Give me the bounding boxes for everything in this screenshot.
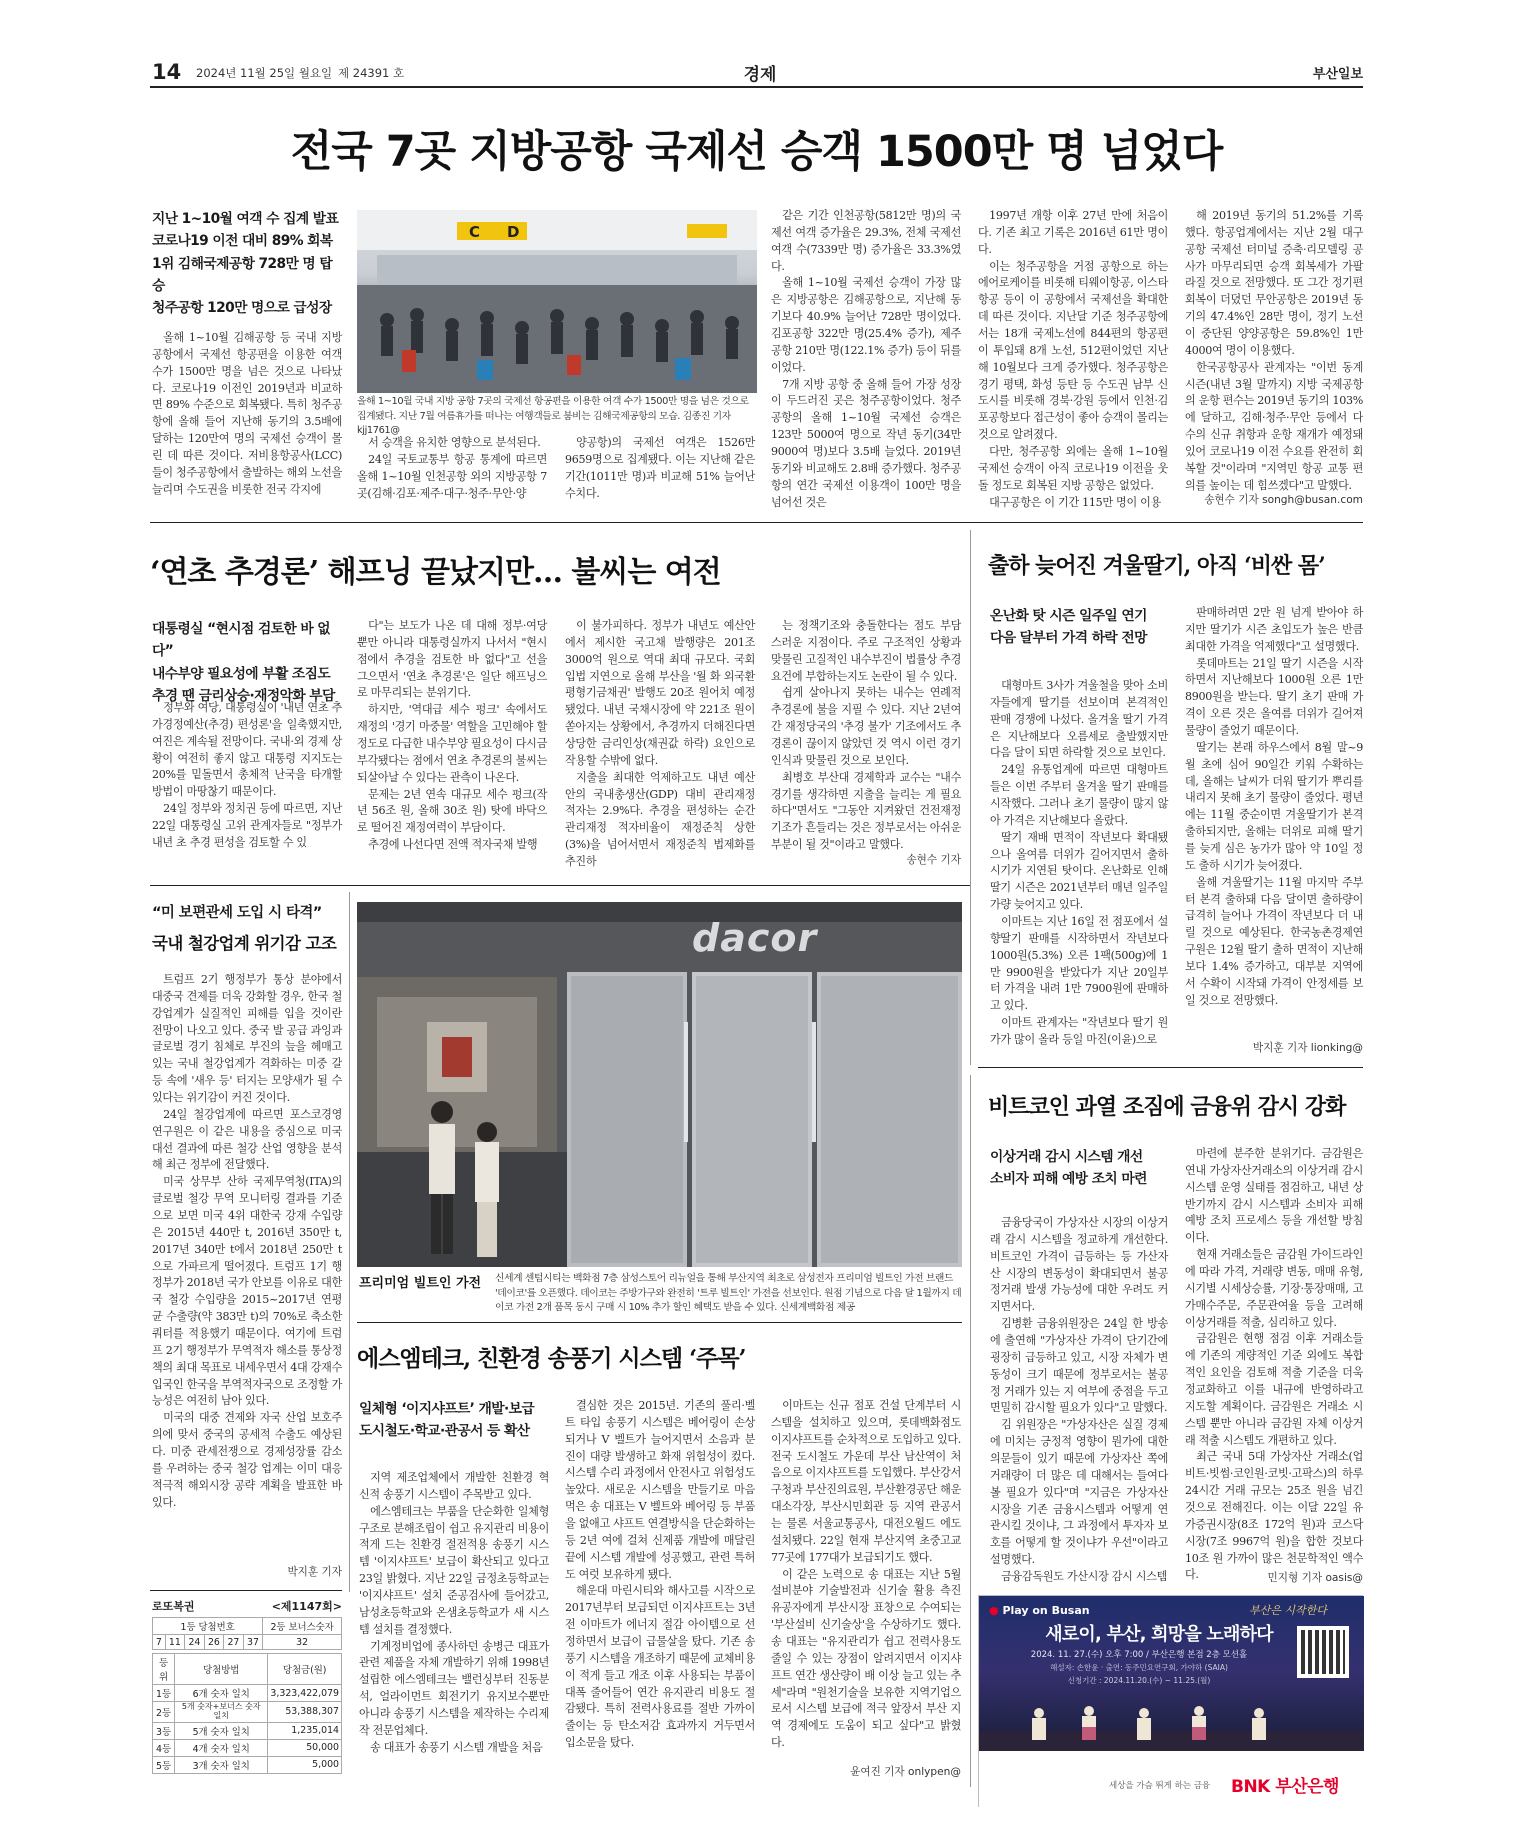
paragraph: 문제는 2년 연속 대규모 세수 펑크(작년 56조 원, 올해 30조 원) 탓에 바닥으로 떨어진 재정여력이 부담이다. — [357, 787, 547, 835]
paragraph: 대형마트 3사가 겨울철을 맞아 소비자들에게 딸기를 선보이며 본격적인 판매 경쟁에 나섰다. 올겨울 딸기 가격은 지난해보다 오름세로 출발했지만 다음 달이 되면 하락할 것으로 보인다. — [990, 679, 1168, 760]
paragraph: 최병호 부산대 경제학과 교수는 "내수경기를 생각하면 지출을 늘리는 게 필요하다"면서도 "그동안 지켜왔던 건전재정 기조가 흔들리는 것은 정부로서는 아쉬운 부분이 될 것"이라고 말했다. — [771, 770, 961, 852]
lotto-bonus: 32 — [263, 1635, 342, 1650]
newspaper-name: 부산일보 — [1312, 67, 1363, 82]
paragraph: 24일 국토교통부 항공 통계에 따르면 올해 1~10월 인천공항 외의 지방공항 7곳(김해·김포·제주·대구·청주·무안·양 — [357, 452, 547, 500]
paragraph: 해 2019년 동기의 51.2%를 기록했다. 항공업계에서는 지난 2월 대구공항 국제선 터미널 증축·리모델링 공사가 마무리되면 승객 회복세가 가팔라질 것으로 전망했다. 또 그간 정기편 회복이 더뎠던 무안공항은 2019년 동기의 47.4%인 28만 명이, 정기 노선이 중단된 양양공항은 59.8%인 1만 4000여 명이 이용했다. — [1185, 209, 1363, 357]
article-budget-col2 — [357, 618, 547, 868]
ad-title: 새로이, 부산, 희망을 노래하다 — [1045, 1624, 1273, 1645]
paragraph: 김병환 금융위원장은 24일 한 방송에 출연해 "가상자산 가격이 단기간에 굉장히 급등하고 있고, 시장 자체가 변동성이 크기 때문에 정부로서는 불공정 거래가 있는 지 여부에 중점을 두고 면밀히 감시할 필요가 있다"고 말했다. — [990, 1317, 1168, 1415]
lotto-numbers-table: 1등 당첨번호 2등 보너스숫자 7 11 24 26 27 37 32 — [152, 1617, 342, 1650]
subhead: 지난 1~10월 여객 수 집계 발표 — [152, 211, 339, 227]
section-rule — [150, 522, 1363, 523]
article-smtech-col3 — [771, 1398, 961, 1763]
paragraph: 지역 제조업체에서 개발한 친환경 혁신적 송풍기 시스템이 주목받고 있다. — [359, 1471, 549, 1501]
byline-strawberry: 박지훈 기자 lionking@ — [1252, 1042, 1363, 1054]
airport-photo-caption: 올해 1~10월 국내 지방 공항 7곳의 국제선 항공편을 이용한 여객 수가 1500만 명을 넘은 것으로 집계됐다. 지난 7월 여름휴가를 떠나는 여행객들로 붐비는 김해국제공항의 모습. 김종진 기자 kjj1761@ — [357, 396, 749, 437]
byline-bitcoin: 민지형 기자 oasis@ — [1267, 1572, 1363, 1584]
paragraph: 이마트는 지난 16일 전 점포에서 설향딸기 판매를 시작하면서 작년보다 1000원(5.3%) 오른 1팩(500g)에 1만 9900원을 받았다가 지난 20일부터 가격을 내려 1만 7900원에 판매하고 있다. — [990, 915, 1168, 1013]
paragraph: 미국 상무부 산하 국제무역청(ITA)의 글로벌 철강 무역 모니터링 결과를 기준으로 보면 미국 4위 대한국 강재 수입량은 2015년 440만 t, 2016년 350만 t, 2017년 340만 t에서 2018년 250만 t 으로 가파르게 떨어졌다. 트럼프 1기 행정부가 2018년 국가 안보를 이유로 대한국 철강 수입량을 2015~2017년 연평균 수출량(약 383만 t)의 70%로 축소한 쿼터를 적용했기 때문이다. 여기에 트럼프 2기 행정부가 무역적자 해소를 통상정책의 최대 목표로 내세우면서 4대 강재수입국인 한국을 부역적자국으로 조정할 가능성은 여전히 남아 있다. — [152, 1175, 342, 1408]
paragraph: 김 위원장은 "가상자산은 실질 경제에 미치는 긍정적 영향이 뭔가에 대한 의문들이 있기 때문에 가상자산 쪽에 거래량이 더 많은 데 대해서는 들여다볼 필요가 있다"며 "지금은 가상자산시장을 기존 금융시스템과 어떻게 연관시킬 것이냐, 그 과정에서 투자자 보호를 어떻게 할 것이냐가 우선"이라고 설명했다. — [990, 1418, 1168, 1567]
paragraph: 해운대 마린시티와 해사고를 시작으로 2017년부터 보급되던 이지샤프트는 3년 전 이마트가 에너지 절감 아이템으로 선정하면서 보급이 급물살을 탔다. 기존 송풍기 시스템을 개조하기 때문에 교체비용이 적게 들고 개조 이후 사용되는 부품이 대폭 줄어들어 연간 유지관리 비용도 절감됐다. 특히 전력사용료를 절반 가까이 줄이는 등 탄소저감 효과까지 거두면서 입소문을 탔다. — [565, 1584, 755, 1750]
paragraph: 금융당국이 가상자산 시장의 이상거래 감시 시스템을 정교하게 개선한다. 비트코인 가격이 급등하는 등 가산자산 시장의 변동성이 확대되면서 불공정거래 발생 가능성에 대한 우려도 커지면서다. — [990, 1216, 1168, 1314]
article-airports-col1: 올해 1~10월 김해공항 등 국내 지방공항에서 국제선 항공편을 이용한 여객 수가 1500만 명을 넘은 것으로 나타났다. 코로나19 이전인 2019년과 비교하면 89% 수준으로 회복됐다. 특히 청주공항에 올해 들어 지난해 동기의 3.5배에 달하는 120만여 명의 국제선 승객이 몰린 데 따른 것이다. 저비용항공사(LCC)들이 청주공항에서 출발하는 해외 노선을 늘리며 수도권을 비롯한 전국 각지에 — [152, 331, 342, 496]
paragraph: 금감원은 현행 점검 이후 거래소들에 기존의 계량적인 기준 외에도 복합적인 요인을 검토해 적출 기준을 더욱 정교화하고 이를 내규에 반영하라고 지도할 계획이다. 금감원은 거래소 시스템 뿐만 아니라 금감원 자체 이상거래 적출 시스템도 개편하고 있다. — [1185, 1332, 1363, 1447]
article-steel-body — [152, 972, 342, 1562]
paragraph: 판매하려면 2만 원 넘게 받아야 하지만 딸기가 시즌 초입도가 높은 반큼 최대한 가격을 억제했다"고 설명했다. — [1185, 606, 1363, 653]
table-row: 5등 3개 숫자 일치 5,000 — [153, 1756, 342, 1773]
column-divider — [349, 892, 350, 1592]
lotto-box — [152, 1598, 342, 1774]
article-airports-col3: 양공항)의 국제선 여객은 1526만 9659명으로 집계됐다. 이는 지난해 같은 기간(1011만 명)과 비교해 51% 늘어난 수치다. — [565, 436, 755, 500]
subhead: 청주공항 120만 명으로 급성장 — [152, 300, 332, 317]
table-row: 3등 5개 숫자 일치 1,235,014 — [153, 1722, 342, 1739]
paragraph: 올해 1~10월 국제선 승객이 가장 많은 지방공항은 김해공항으로, 지난해 동기보다 40.9% 늘어난 728만 명이었다. 김포공항 322만 명(25.4% 증가), 제주공항 210만 명(122.1% 증가) 등이 뒤를 이었다. — [771, 276, 961, 374]
paragraph: 7개 지방 공항 중 올해 들어 가장 성장이 두드러진 곳은 청주공항이었다. 청주공항의 올해 1~10월 국제선 승객은 123만 5000여 명으로 작년 동기(34만 9000여 명)보다 3.5배 늘었다. 2019년 동기와 비교해도 2.8배 증가했다. 청주공항의 연간 국제선 이용객이 100만 명을 넘어선 것은 — [771, 377, 961, 509]
section-rule — [150, 885, 970, 886]
dacor-showroom-illustration — [357, 902, 962, 1267]
subheads-budget: 대통령실 “현시점 검토한 바 없다” 내수부양 필요성에 부활 조짐도 추경 땐 금리상승·재정악화 부담 — [152, 621, 335, 705]
issue-date: 2024년 11월 25일 월요일 — [196, 66, 333, 80]
headline-airports: 전국 7곳 지방공항 국제선 승객 1500만 명 넘었다 — [290, 127, 1223, 177]
lotto-number: 37 — [243, 1635, 263, 1650]
paragraph: 송 대표가 송풍기 시스템 개발을 처음 — [370, 1740, 543, 1754]
section-name: 경제 — [743, 65, 777, 85]
paragraph: 올해 겨울딸기는 11월 마지막 주부터 본격 출하돼 다음 달이면 출하량이 급격히 늘어나 가격이 작년보다 더 내릴 것으로 예상된다. 한국농촌경제연구원은 12월 딸기 출하 면적이 지난해보다 1.4% 증가하고, 대부분 지역에서 수확이 시작돼 가격이 안정세를 보일 것으로 전망했다. — [1185, 875, 1363, 1007]
paragraph: 한국공항공사 관계자는 "이번 동계 시즌(내년 3월 말까지) 지방 국제공항의 운항 편수는 2019년 동기의 103%에 달하고, 김해·청주·무안 등에서 다수의 신규 취항과 운항 재개가 예정돼 있어 코로나19 이전 수요를 완전히 회복할 것"이라며 "지역민 항공 교통 편의를 높이는 데 힘쓰겠다"고 말했다. — [1185, 360, 1363, 492]
subhead: 코로나19 이전 대비 89% 회복 — [152, 233, 333, 250]
table-row: 2등 5개 숫자+보너스 숫자 일치 53,388,307 — [153, 1702, 342, 1723]
lotto-number: 24 — [185, 1635, 205, 1650]
subhead: 1위 김해국제공항 728만 명 탑승 — [152, 255, 333, 295]
paragraph: 1997년 개항 이후 27년 만에 처음이다. 기존 최고 기록은 2016년 61만 명이다. — [978, 209, 1168, 256]
person-woman — [475, 1122, 499, 1257]
paragraph: 최근 국내 5대 가상자산 거래소(업비트·빗썸·코인원·코빗·고팍스)의 하루 24시간 거래 규모는 25조 원을 넘긴 것으로 전해진다. 이는 이달 22일 유가증권시장(8조 172억 원)과 코스닥시장(7조 9967억 원)을 합한 것보다 10조 원 가까이 많은 천문학적인 액수다. — [1185, 1450, 1363, 1582]
qr-code-icon[interactable] — [1297, 1626, 1349, 1678]
ad-performers-illustration — [979, 1691, 1364, 1751]
paragraph: 이 같은 노력으로 송 대표는 지난 5월 설비분야 기술발전과 신기술 활용 측진 유공자에게 부산시장 표창으로 수여되는 '부산설비 신기술상'을 수상하기도 했다. 송 대표는 "유지관리가 쉽고 전력사용도 줄일 수 있는 장점이 알려지면서 이지샤프트 연간 생산량이 배 이상 늘고 있는 추세"라며 "원천기술을 보유한 지역기업으로서 시스템 보급에 적극 앞장서 부산 지역 경제에도 도움이 되고 싶다"고 밝혔다. — [771, 1567, 961, 1750]
article-smtech-col1 — [359, 1470, 549, 1780]
paragraph: 금융감독원도 가산시장 감시 시스템 — [1001, 1570, 1168, 1584]
paragraph: 기계정비업에 종사하던 송병근 대표가 관련 제품을 자체 개발하기 위해 1998년 설립한 에스엠테크는 밸런싱부터 진동분석, 얼라이먼트 회전기기 유지보수뿐만 아니라 송풍기 시스템을 제작하는 수리제작 전문업체다. — [359, 1639, 549, 1737]
table-row: 4등 4개 숫자 일치 50,000 — [153, 1739, 342, 1756]
lotto-title: 로또복권 — [152, 1600, 195, 1613]
ad-logo: ● Play on Busan — [989, 1604, 1090, 1617]
subheads-smtech: 일체형 ‘이지샤프트’ 개발·보급 도시철도·학교·관공서 등 확산 — [359, 1401, 535, 1440]
paragraph: 결심한 것은 2015년. 기존의 풀리·벨트 타입 송풍기 시스템은 베어링이 손상되거나 V 벨트가 늘어지면서 소음과 분진이 대량 발생하고 화재 위험성이 컸다. 시스템 수리 과정에서 안전사고 위험성도 높았다. 새로운 시스템을 만들기로 마음먹은 송 대표는 V 벨트와 베어링 등 부품을 없애고 샤프트 연결방식을 단순화하는 등 2년 여에 걸쳐 신제품 개발에 매달린 끝에 시스템 개발에 성공했고, 관련 특허도 여럿 보유하게 됐다. — [565, 1399, 755, 1581]
ad-performers: 해설자: 손한윤 · 출연: 동주민요연구회, 가야하 (SAIA) — [1050, 1663, 1228, 1672]
paragraph: 24일 철강업계에 따르면 포스코경영연구원은 이 같은 내용을 중심으로 미국 대선 결과에 따른 철강 산업 영향을 분석해 최근 정부에 전달했다. — [152, 1107, 342, 1172]
paragraph: 정부와 여당, 대통령실이 '내년 연초 추가경정예산(추경) 편성론'을 일축했지만, 여진은 계속될 전망이다. 국내·외 경제 상황이 여전히 좋지 않고 대통령 지지도는 20%를 밑돌면서 총체적 난국을 타개할 방법이 마땅찮기 때문이다. — [152, 701, 342, 799]
section-rule — [978, 1067, 1363, 1068]
article-budget-col4 — [771, 618, 961, 852]
dacor-brand-text: dacor — [692, 916, 818, 960]
page-number: 14 — [152, 60, 182, 84]
paragraph: 이 불가피하다. 정부가 내년도 예산안에서 제시한 국고채 발행량은 201조 3000억 원으로 역대 최대 규모다. 국회 입법 지연으로 올해 부산을 '월 화 외국환평형기금채권' 발행도 20조 원어치 예정됐었다. 내년 국채시장에 약 221조 원이 쏟아지는 상황에서, 추경까지 더해진다면 상당한 금리인상(채권값 하락) 요인으로 작용할 수밖에 없다. — [565, 619, 755, 767]
photo-credit: 신세계백화점 제공 — [779, 1302, 855, 1314]
column-divider — [970, 530, 971, 1065]
ad-apply-period: 신청기간 : 2024.11.20.(수) ~ 11.25.(월) — [1067, 1676, 1211, 1685]
paragraph: 쉽게 살아나지 못하는 내수는 연례적 추경론에 불을 지필 수 있다. 지난 2년여간 재정당국의 '추경 불가' 기조에서도 추경론이 끊이지 않았던 것 역시 이런 경기인식과 맞물린 것으로 보인다. — [771, 686, 961, 767]
paragraph: 이마트 관계자는 "작년보다 딸기 원가가 많이 올라 등일 마진(이윤)으로 — [990, 1016, 1168, 1047]
byline-airports: 송현수 기자 songh@busan.com — [1204, 494, 1363, 506]
svg-text:C: C — [469, 223, 481, 241]
byline-steel: 박지훈 기자 — [287, 1566, 342, 1578]
paragraph: 이마트는 신규 점포 건설 단계부터 시스템을 설치하고 있으며, 롯데백화점도 이지샤프트를 순차적으로 도입하고 있다. 전국 도시철도 가운데 부산 남산역이 처음으로 이지샤프트를 도입했다. 부산강서구청과 부산진의료원, 부산환경공단 해운대소각장, 부산시민회관 등 지역 관공서는 물론 서울교통공사, 대전오월드 에도 설치됐다. 22일 현재 부산지역 초중고교 77곳에 177대가 보급되기도 했다. — [771, 1399, 961, 1564]
paragraph: 서 승객을 유치한 영향으로 분석된다. — [368, 436, 541, 449]
article-budget-col1 — [152, 700, 342, 867]
paragraph: 하지만, '역대급 세수 펑크' 속에서도 재정의 '경기 마중물' 역할을 고민해야 할 정도로 다급한 내수부양 필요성이 다시금 부각됐다는 점에서 연초 추경론의 불씨는 되살아날 수 있다는 관측이 나온다. — [357, 703, 547, 784]
paragraph: 24일 정부와 정치권 등에 따르면, 지난 22일 대통령실 고위 관계자들로 "정부가 내년 초 추경 편성을 검토할 수 있 — [152, 802, 342, 849]
paragraph: 다"는 보도가 나온 데 대해 정부·여당 뿐만 아니라 대통령실까지 나서서 "현시점에서 추경을 검토한 바 없다"고 선을 그으면서 '연초 추경론'은 일단 해프닝으로 마무리되는 분위기다. — [357, 619, 547, 700]
lotto-prize-table: 등위 당첨방법 당첨금(원) 1등 6개 숫자 일치 3,323,422,079 2등 5개 숫자+보너스 숫자 일치 53,388,307 3등 5개 숫자 일치 1,235,014 4등 4개 숫자 일치 50,000 5등 3개 숫자 일치 5,000 — [152, 1653, 342, 1774]
issue-number: 제 24391 호 — [338, 66, 405, 80]
paragraph: 다만, 청주공항 외에는 올해 1~10월 국제선 승객이 아직 코로나19 이전을 웃돌 정도로 회복된 지방 공항은 없었다. — [978, 445, 1168, 492]
headline-supplementary-budget: ‘연초 추경론’ 해프닝 끝났지만… 불씨는 여전 — [150, 555, 721, 590]
airport-photo-illustration — [357, 210, 757, 393]
lotto-number: 26 — [204, 1635, 224, 1650]
lotto-number: 27 — [224, 1635, 244, 1650]
paragraph: 딸기는 본래 하우스에서 8월 말~9월 초에 심어 90일간 키워 수확하는데, 올해는 날씨가 더워 딸기가 뿌리를 내리지 못해 초기 물량이 줄었다. 평년에는 11월 중순이면 겨울딸기가 본격 출하되지만, 올해는 더위로 피해 딸기를 늦게 심은 농가가 많아 약 10일 정도 출하 시기가 늦어졌다. — [1185, 740, 1363, 872]
article-airports-col6 — [1185, 208, 1363, 490]
paragraph: 트럼프 2기 행정부가 통상 분야에서 대중국 견제를 더욱 강화할 경우, 한국 철강업계가 실질적인 피해를 입을 것이란 전망이 나오고 있다. 중국 발 공급 과잉과 글로벌 경기 침체로 부진의 늪을 헤매고 있는 국내 철강업계가 격화하는 미중 갈등 속에 '새우 등' 터지는 모양새가 될 수 있다는 위기감이 커진 것이다. — [152, 973, 342, 1105]
paragraph: 딸기 재배 면적이 작년보다 확대됐으나 올여름 더위가 길어지면서 출하 시기가 지연된 탓이다. 온난화로 인해 딸기 시즌은 2021년부터 매년 일주일 가량 늦어지고 있다. — [990, 830, 1168, 912]
headline-strawberry: 출하 늦어진 겨울딸기, 아직 ‘비싼 몸’ — [988, 553, 1325, 579]
lotto-round: <제1147회> — [271, 1600, 342, 1613]
lotto-number: 11 — [165, 1635, 185, 1650]
kicker-steel: “미 보편관세 도입 시 타격” — [152, 905, 322, 921]
paragraph: 지출을 최대한 억제하고도 내년 예산안의 국내총생산(GDP) 대비 관리재정 적자는 2.9%다. 추경을 편성하는 순간 관리재정 적자비율이 재정준칙 상한(3%)을 넘어서면서 재정준칙 법제화를 추진하 — [565, 770, 755, 869]
bnk-advertisement[interactable] — [978, 1595, 1363, 1807]
bnk-logo: BNK 부산은행 — [1231, 1777, 1339, 1797]
article-budget-col3 — [565, 618, 755, 868]
article-bitcoin-col1 — [990, 1215, 1168, 1585]
article-strawberry-col2 — [1185, 605, 1363, 1037]
lotto-number: 7 — [153, 1635, 166, 1650]
subheads-airports — [152, 208, 342, 320]
article-strawberry-col1 — [990, 678, 1168, 1060]
svg-text:D: D — [507, 223, 520, 241]
ad-slogan: 부산은 시작한다 — [1249, 1604, 1327, 1617]
photo-credit: 김종진 기자 kjj1761@ — [357, 410, 731, 437]
ad-footer-slogan: 세상을 가슴 뛰게 하는 금융 — [1109, 1781, 1211, 1791]
paragraph: 는 정책기조와 충돌한다는 점도 부담스러운 지점이다. 주로 구조적인 상황과 맞물린 고질적인 내수부진이 법률상 추경 요건에 부합하는지도 논란이 될 수 있다. — [771, 619, 961, 683]
photo-label: 프리미엄 빌트인 가전 — [359, 1276, 482, 1291]
section-rule — [150, 1590, 342, 1591]
paragraph: 미국의 대중 견제와 자국 산업 보호주의에 맞서 중국의 공세적 수출도 예상된다. 미중 관세전쟁으로 경제성장률 감소를 우려하는 중국 철강 업계는 이미 대응 적극적 해외시장 공략 계획을 발표한 바 있다. — [152, 1411, 342, 1509]
column-divider — [970, 1075, 971, 1787]
ad-event-info: 2024. 11. 27.(수) 오후 7:00 / 부산은행 본점 2층 모션홀 — [1030, 1650, 1248, 1660]
section-rule — [357, 1322, 962, 1323]
paragraph: 추경에 나선다면 전액 적자국채 발행 — [368, 838, 538, 852]
article-smtech-col2 — [565, 1398, 755, 1780]
paragraph: 같은 기간 인천공항(5812만 명)의 국제선 여객 증가율은 29.3%, 전체 국제선 여객 수(7339만 명) 증가율은 33.3%였다. — [771, 209, 961, 273]
paragraph: 현재 거래소들은 금감원 가이드라인에 따라 가격, 거래량 변동, 매매 유형, 시기별 시세상승률, 기장·통장매매, 고가매수주문, 주문관여율 등을 고려해 이상거래를 적출, 심리하고 있다. — [1185, 1248, 1363, 1329]
subheads-strawberry: 온난화 탓 시즌 일주일 연기 다음 달부터 가격 하락 전망 — [990, 608, 1147, 647]
headline-smtech: 에스엠테크, 친환경 송풍기 시스템 ‘주목’ — [357, 1345, 746, 1372]
dacor-photo — [357, 902, 962, 1267]
byline-budget: 송현수 기자 — [906, 854, 961, 866]
headline-steel: 국내 철강업계 위기감 고조 — [152, 934, 337, 953]
paragraph: 롯데마트는 21일 딸기 시즌을 시작하면서 지난해보다 1000원 오른 1만 8900원을 받는다. 딸기 초기 판매 가격이 오른 것은 올여름 더위가 길어져 물량이 줄었기 때문이다. — [1185, 656, 1363, 738]
masthead-rule — [150, 86, 1363, 88]
table-row: 1등 6개 숫자 일치 3,323,422,079 — [153, 1685, 342, 1702]
paragraph: 마련에 분주한 분위기다. 금감원은 연내 가상자산거래소의 이상거래 감시 시스템 운영 실태를 점검하고, 내년 상반기까지 감시 시스템과 소비자 피해 예방 조치 프로세스 등을 개선할 방침이다. — [1185, 1147, 1363, 1245]
paragraph: 에스엠테크는 부품을 단순화한 일체형 구조로 분해조립이 쉽고 유지관리 비용이 적게 드는 친환경 절전적용 송풍기 시스템 '이지샤프트' 보급이 확산되고 있다고 23일 밝혔다. 지난 22일 금정초등학교는 '이지샤프트' 설치 준공검사에 들어갔고, 남성초등학교와 온샘초등학교가 새 시스템 설치를 결정했다. — [359, 1504, 549, 1636]
byline-smtech: 윤여진 기자 onlypen@ — [850, 1766, 961, 1778]
subheads-bitcoin: 이상거래 감시 시스템 개선 소비자 피해 예방 조치 마련 — [990, 1149, 1147, 1188]
airport-photo — [357, 210, 757, 393]
article-airports-col4 — [771, 208, 961, 508]
paragraph: 대구공항은 이 기간 115만 명이 이용 — [989, 495, 1161, 509]
paragraph: 24일 유통업계에 따르면 대형마트들은 이번 주부터 올겨울 딸기 판매를 시작했다. 그러나 초기 물량이 많지 않아 가격은 지난해보다 올랐다. — [990, 763, 1168, 827]
dacor-photo-caption: 신세계 센텀시티는 백화점 7층 삼성스토어 리뉴얼을 통해 부산지역 최초로 삼성전자 프리미엄 빌트인 가전 브랜드 '데이코'를 오픈했다. 데이코는 주방가구와 완전히 '트루 빌트인' 가전을 선보인다. 원점 기념으로 다음 달 1월까지 데이코 가전 2개 품목 동시 구매 시 10% 추가 할인 혜택도 받을 수 있다. 신세계백화점 제공 — [495, 1273, 962, 1314]
paragraph: 이는 청주공항을 거점 공항으로 하는 에어로케이를 비롯해 티웨이항공, 이스타항공 등이 이 공항에서 국제선을 확대한 데 따른 것이다. 지난달 기준 청주공항에서는 18개 국제노선에 844편의 항공편이 투입돼 8개 노선, 512편이었던 지난해 10월보다 크게 증가했다. 청주공항은 경기 평택, 화성 등탄 등 수도권 남부 신도시를 비롯해 경북·강원 등에서 인천·김포공항보다 접근성이 좋아 승객이 몰리는 것으로 알려졌다. — [978, 259, 1168, 442]
article-airports-col5 — [978, 208, 1168, 508]
headline-bitcoin: 비트코인 과열 조짐에 금융위 감시 강화 — [988, 1094, 1346, 1120]
article-airports-col2 — [357, 435, 547, 507]
